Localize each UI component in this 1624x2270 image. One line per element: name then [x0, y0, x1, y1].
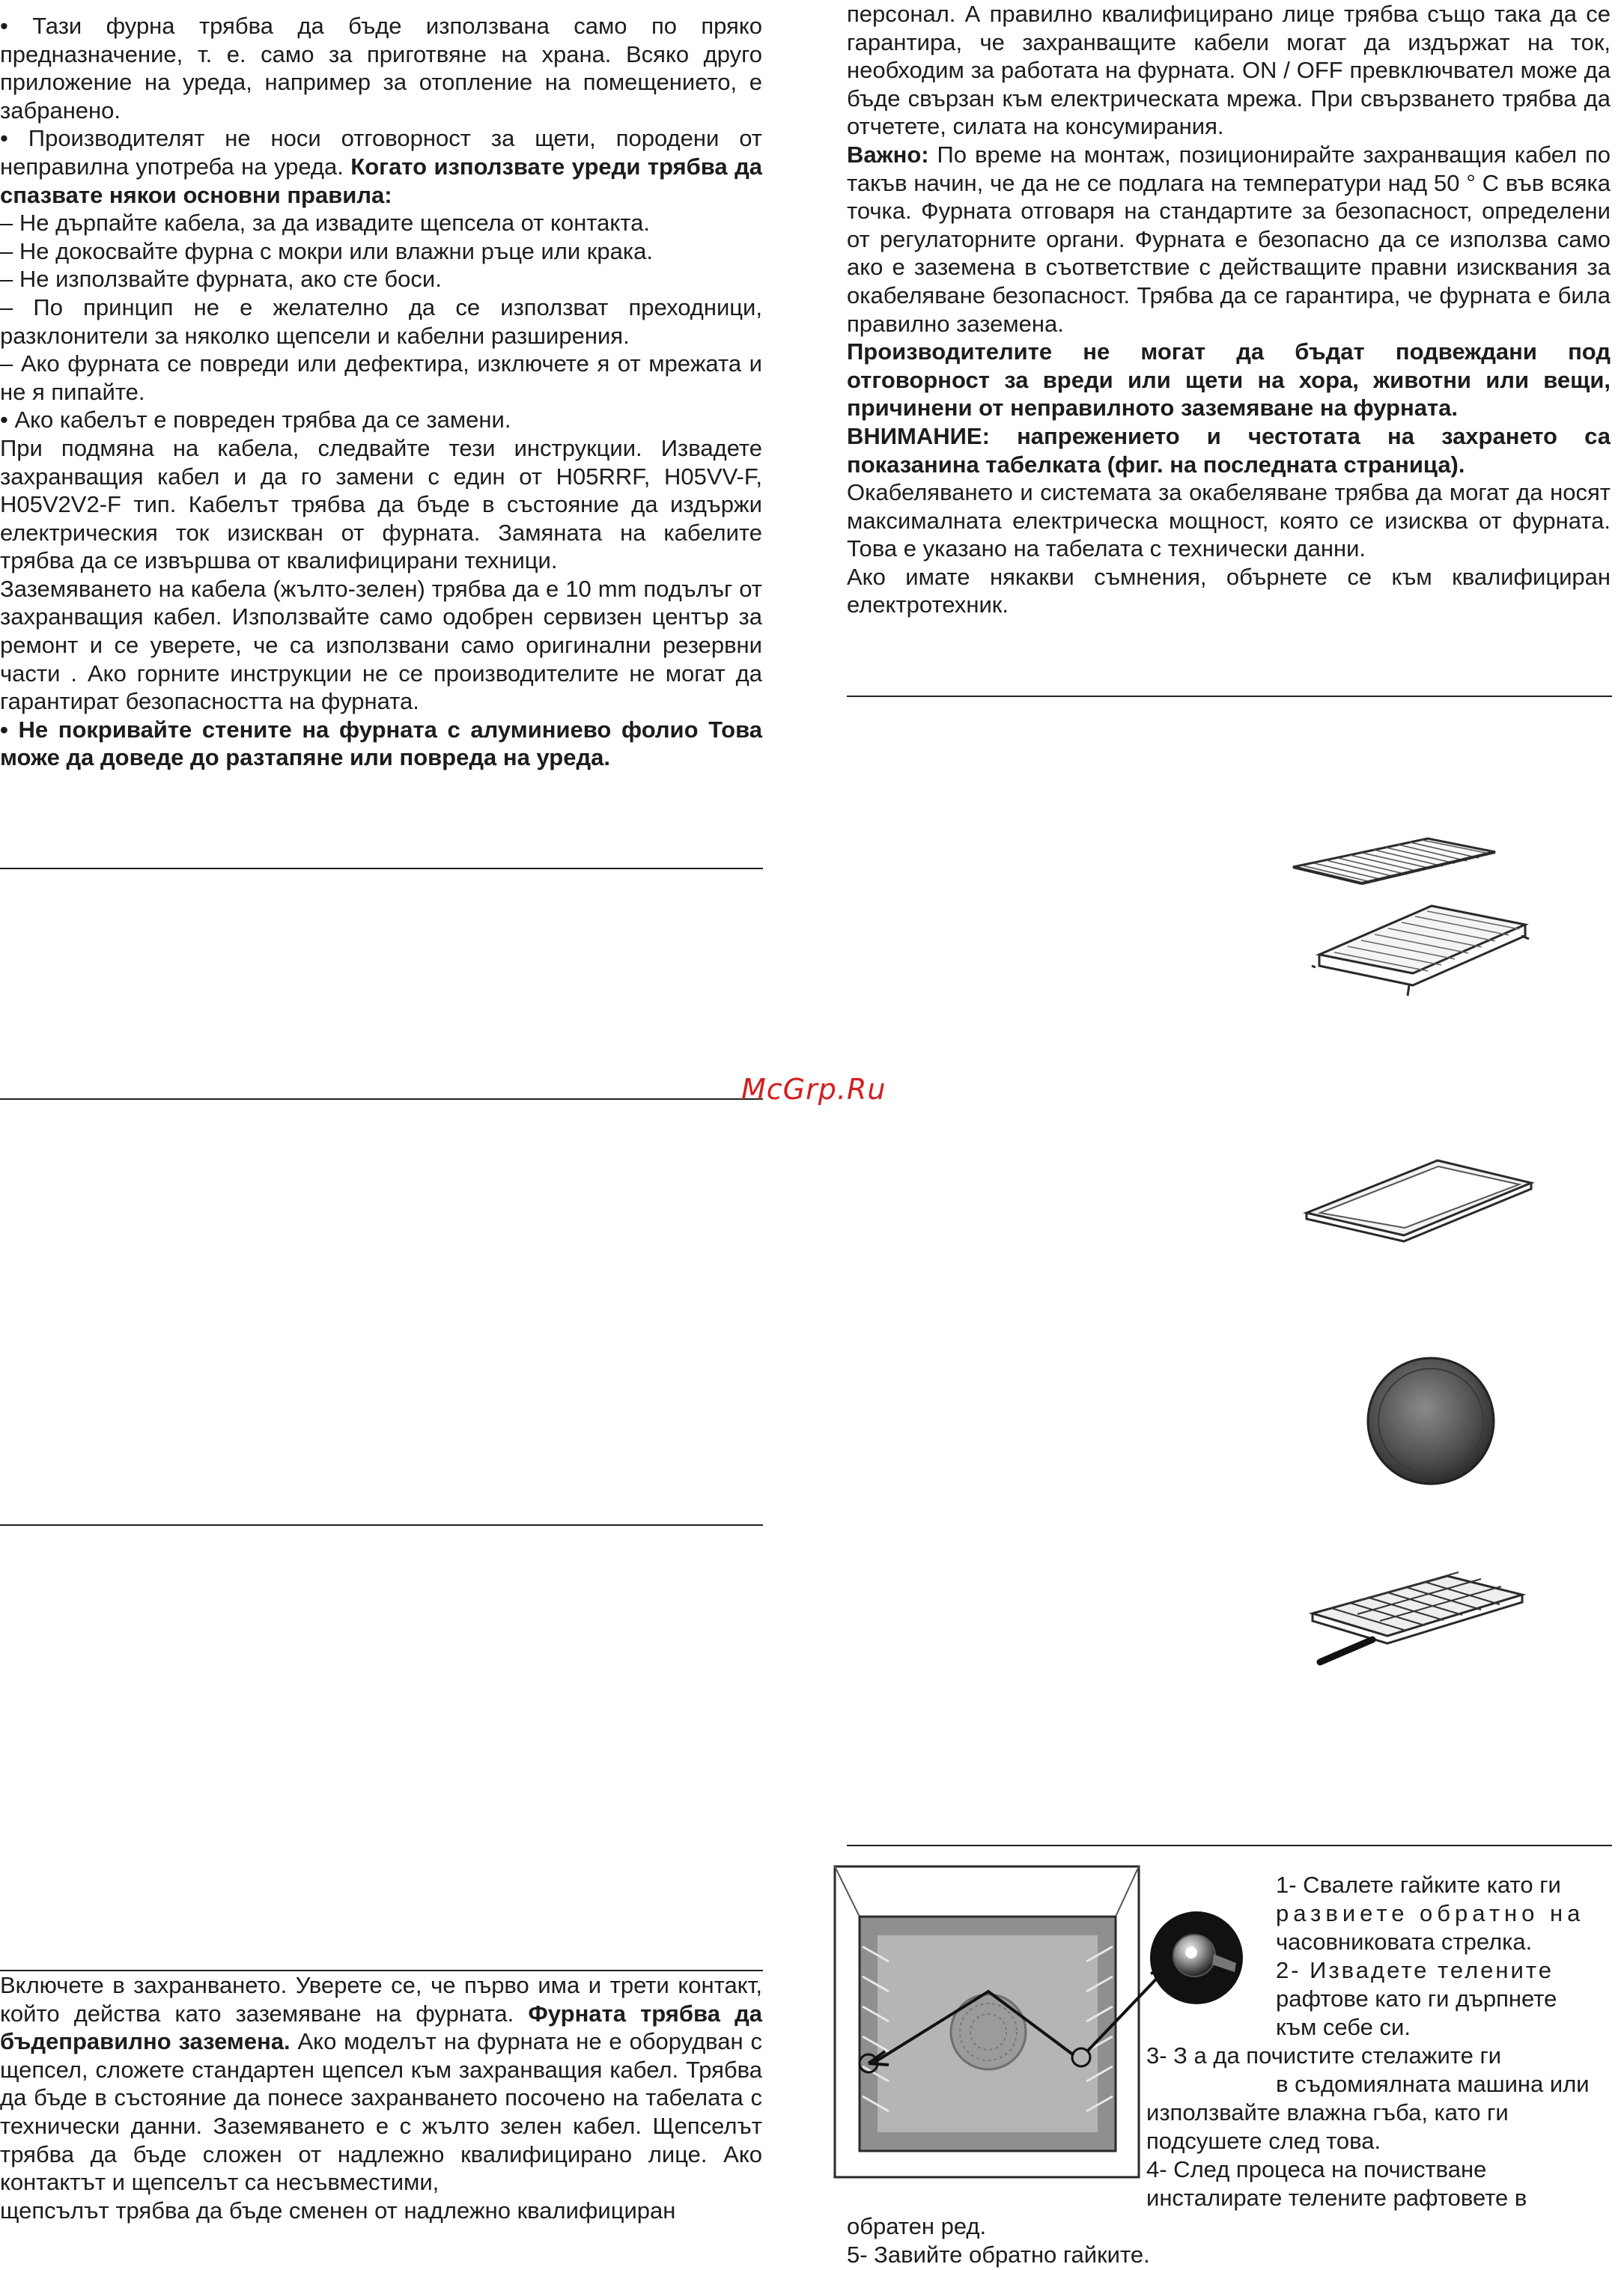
paragraph-intended-use: • Тази фурна трябва да бъде използвана само по пряко предназначение, т. е. само за приготвяне на храна. Всяко друго приложение на уреда, например за отопление на помещението, е забранено. — [0, 13, 762, 124]
basic-rules-heading: Когато използвате уреди трябва да спазвате някои основни правила: — [0, 153, 762, 208]
step-4-cont: инсталирате телените рафтовете в — [1146, 2185, 1527, 2211]
paragraph-wiring: Окабеляването и системата за окабеляване трябва да могат да носят максималната електрическа мощност, която се изисква от фурната. Това е указано на табелата с технически данни. — [847, 479, 1611, 562]
baking-tray-illustration — [1307, 1153, 1539, 1243]
paragraph-liability: • Производителят не носи отговорност за щети, породени от неправилна употреба на уреда. Когато използвате уреди трябва да спазвате някои основни правила: — [0, 125, 762, 208]
step-3-cont: използвайте влажна гъба, като ги — [1146, 2099, 1509, 2126]
left-column — [0, 12, 762, 772]
important-label: Важно: — [847, 141, 929, 168]
grounding-section — [0, 1971, 762, 2224]
wire-shelf-illustration — [1312, 891, 1536, 1003]
rule-item: – Не дърпайте кабела, за да извадите щепсела от контакта. — [0, 210, 651, 237]
section-divider — [0, 868, 763, 869]
step-3-cont: подсушете след това. — [1146, 2128, 1381, 2154]
paragraph-grounding-cable: Заземяването на кабела (жълто-зелен) трябва да е 10 mm подълъг от захранващия кабел. Използвайте само одобрен сервизен център за ремонт и се уверете, че са използвани само оригинални резервни части . Ако горните инструкции не се производителите не могат да гарантират безопасността на фурната. — [0, 575, 762, 715]
grounding-emphasis: Фурната трябва да бъдеправилно заземена. — [0, 2000, 762, 2055]
rule-item: – Не използвайте фурната, ако сте боси. — [0, 266, 442, 293]
section-divider — [0, 1098, 763, 1100]
step-1-cont: развиете обратно на — [1276, 1900, 1585, 1926]
rule-item: – Ако фурната се повреди или дефектира, изключете я от мрежата и не я пипайте. — [0, 350, 762, 405]
right-column — [847, 0, 1611, 619]
paragraph-cable-damaged: • Ако кабелът е повреден трябва да се замени. — [0, 407, 511, 433]
rule-item: – По принцип не е желателно да се използват преходници, разклонители за няколко щепсели и кабелни разширения. — [0, 293, 762, 349]
rule-item: – Не докосвайте фурна с мокри или влажни ръце или крака. — [0, 237, 653, 264]
step-1: 1- Свалете гайките като ги — [1276, 1872, 1561, 1898]
step-2: 2- Извадете телените — [1276, 1957, 1554, 1983]
watermark: McGrp.Ru — [741, 1073, 886, 1106]
paragraph-qualified-personnel: персонал. А правилно квалифицирано лице трябва също така да се гарантира, че захранващите кабели могат да издържат на ток, необходим за работата на фурната. ON / OFF превключвател може да бъде свързан към електрическата мрежа. При свързването трябва да отчетете, силата на консумирания. — [847, 1, 1611, 140]
section-divider — [0, 1524, 763, 1526]
section-divider — [847, 696, 1612, 697]
step-3-cont: в съдомиялната машина или — [1276, 2071, 1590, 2097]
paragraph-manufacturer-liability: Производителите не могат да бъдат подвеждани под отговорност за вреди или щети на хора, животни или вещи, причинени от неправилното заземяване на фурната. — [847, 338, 1611, 422]
paragraph-voltage-warning: ВНИМАНИЕ: напрежението и честотата на захрането са показанина табелката (фиг. на последната страница). — [847, 422, 1611, 478]
step-2-cont: към себе си. — [1276, 2014, 1411, 2040]
step-3: 3- З а да почистите стелажите ги — [1146, 2042, 1502, 2069]
paragraph-cable-replacement: При подмяна на кабела, следвайте тези инструкции. Извадете захранващия кабел и да го замени с един от H05RRF, H05VV-F, H05V2V2-F тип. Кабелът трябва да бъде в състояние да издържи електрическия ток изискван от фурната. Замяната на кабелите трябва да се извършва от квалифицирани техници. — [0, 434, 762, 574]
step-2-cont: рафтове като ги дърпнете — [1276, 1986, 1557, 2012]
paragraph-plug-replacement: щепсълът трябва да бъде сменен от надлежно квалифициран — [0, 2197, 676, 2224]
step-1-cont: часовниковата стрелка. — [1276, 1929, 1533, 1955]
paragraph-power-connection: Включете в захранването. Уверете се, че първо има и трети контакт, който действа като заземяване на фурната. Фурната трябва да бъдеправилно заземена. Ако моделът на фурната не е оборудван с щепсел, сложете стандартен щепсел към захранващия кабел. Трябва да бъде в състояние да понесе захранването посочено на табелата с технически данни. Заземяването е с жълто зелен кабел. Щепселът трябва да бъде сложен от надлежно квалифицирано лице. Ако контактът и щепселът са несъвместими, — [0, 1972, 762, 2196]
section-divider — [847, 1845, 1612, 1846]
step-4: 4- След процеса на почистване — [1146, 2156, 1487, 2182]
paragraph-doubts: Ако имате някакви съмнения, обърнете се към квалифициран електротехник. — [847, 563, 1611, 618]
step-5: 5- Завийте обратно гайките. — [847, 2242, 1150, 2268]
paragraph-important: Важно: По време на монтаж, позиционирайте захранващия кабел по такъв начин, че да не се подлага на температури над 50 ° С във всяка точка. Фурната отговаря на стандартите за безопасност, определени от регулаторните органи. Фурната е безопасно да се използва само ако е заземена в съответствие с действащите правни изисквания за окабеляване безопасност. Трябва да се гарантира, че фурната е била правилно заземена. — [847, 141, 1611, 337]
rack-removal-steps — [847, 1871, 1612, 2269]
round-pizza-pan-illustration — [1365, 1355, 1500, 1490]
warning-aluminium-foil: • Не покривайте стените на фурната с алуминиево фолио Това може да доведе до разтапяне или повреда на уреда. — [0, 716, 762, 771]
grill-pan-with-handle-illustration — [1305, 1572, 1530, 1670]
step-4-cont: обратен ред. — [847, 2213, 987, 2239]
